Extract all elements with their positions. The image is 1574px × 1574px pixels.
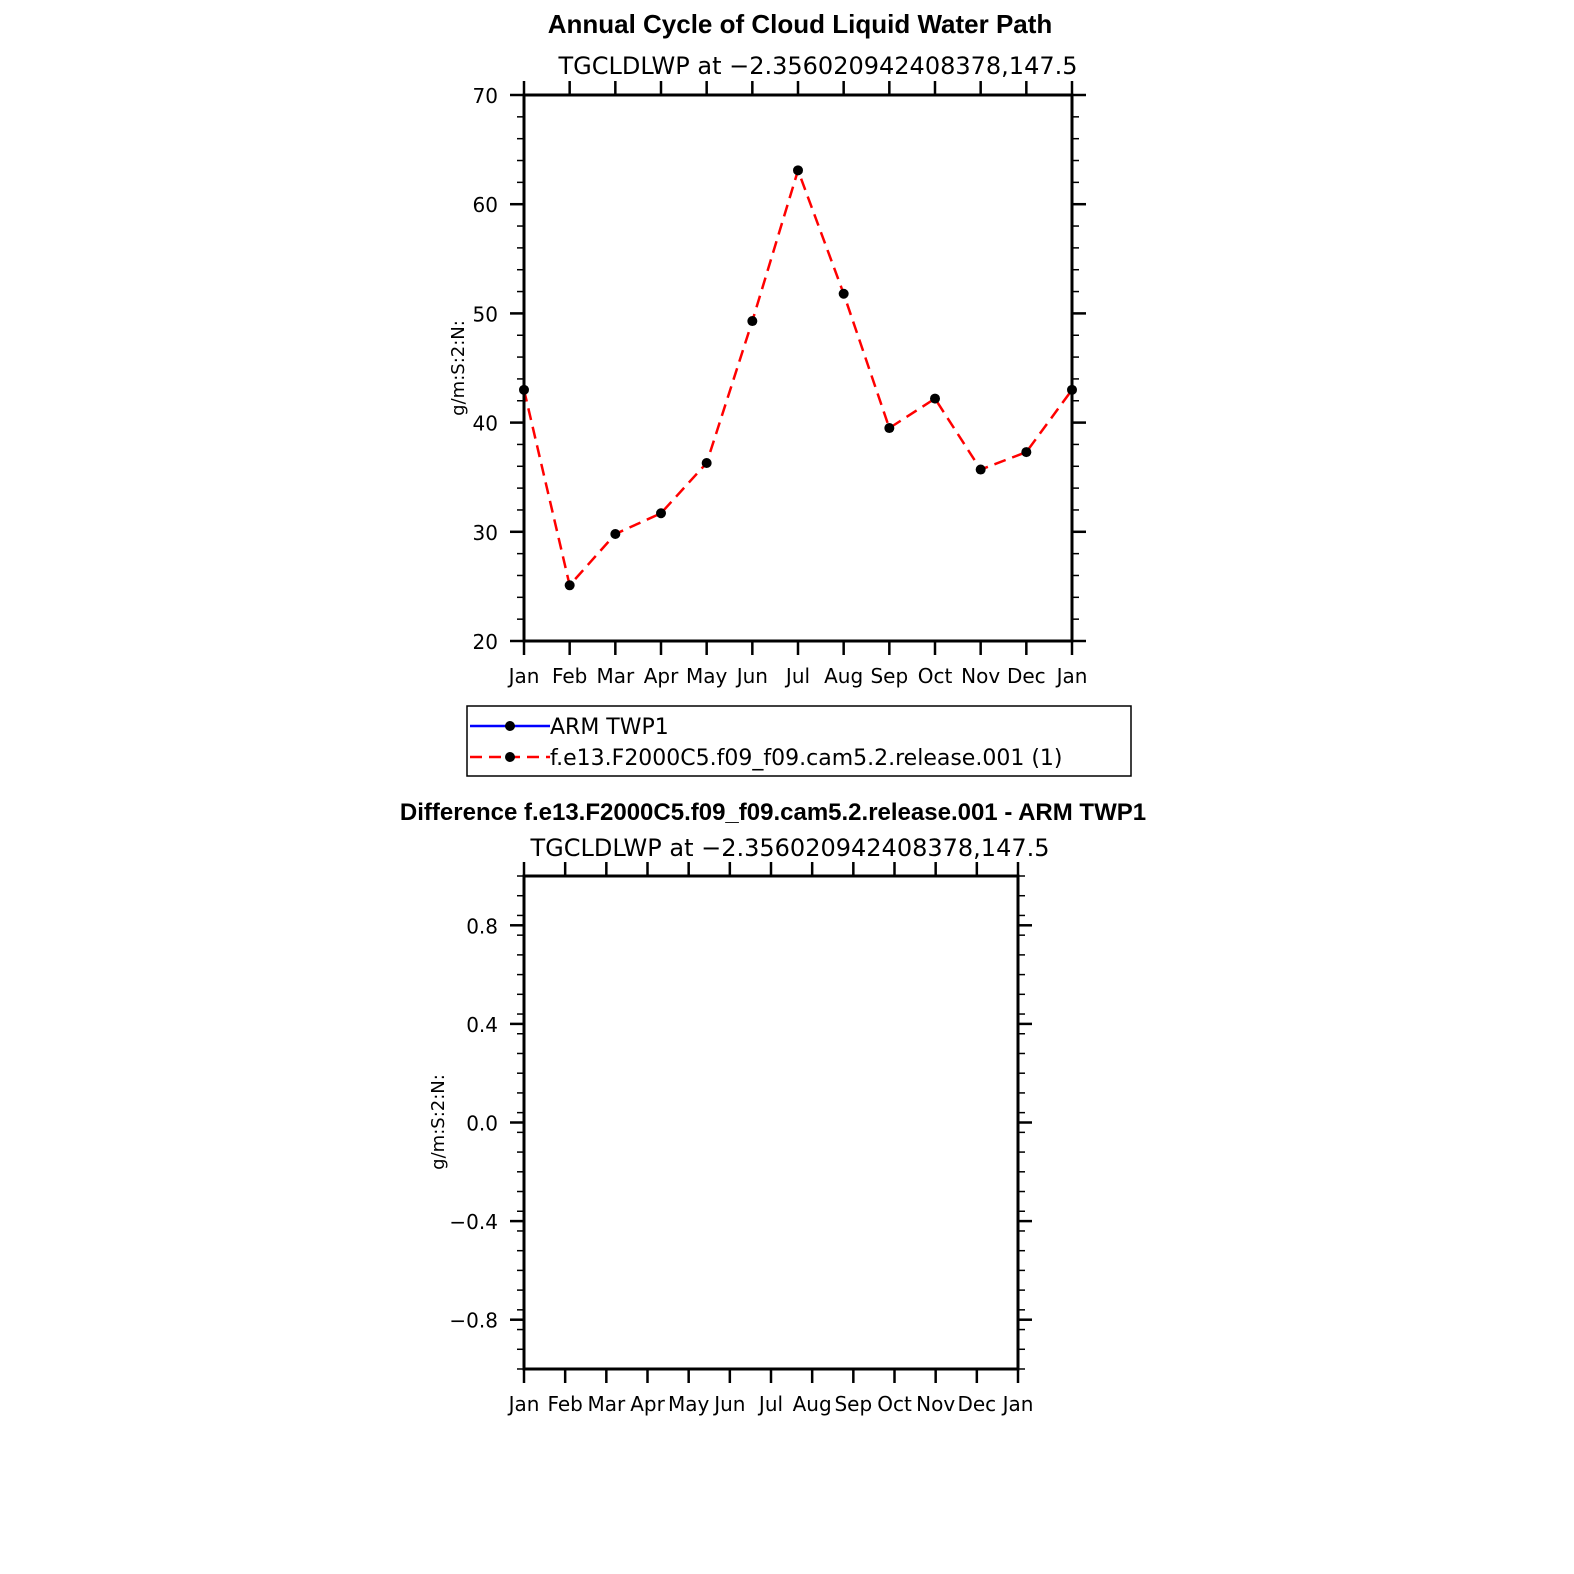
chart2-ticks bbox=[449, 862, 1033, 1416]
chart2-plot-frame bbox=[524, 876, 1018, 1369]
chart2-xtick-label: Jul bbox=[758, 1392, 784, 1416]
chart2-subtitle: TGCLDLWP at −2.356020942408378,147.5 bbox=[530, 834, 1050, 862]
chart1-xtick-label: Jan bbox=[1056, 664, 1088, 688]
chart2-xtick-label: Feb bbox=[547, 1392, 583, 1416]
chart1-data-point bbox=[793, 165, 803, 175]
chart1-ytick-label: 30 bbox=[472, 520, 498, 545]
chart1-xtick-label: Apr bbox=[643, 664, 679, 688]
annual-cycle-chart bbox=[448, 9, 1087, 688]
chart1-data-point bbox=[610, 529, 620, 539]
chart2-ylabel: g/m:S:2:N: bbox=[428, 1074, 449, 1170]
chart1-data-point bbox=[976, 465, 986, 475]
chart1-data-point bbox=[839, 289, 849, 299]
chart1-data-point bbox=[656, 508, 666, 518]
chart2-ytick-label: 0.8 bbox=[466, 914, 498, 939]
legend bbox=[467, 706, 1131, 776]
chart1-xtick-label: Mar bbox=[596, 664, 635, 688]
chart1-series bbox=[519, 165, 1077, 590]
chart2-ytick-label: 0.4 bbox=[466, 1012, 498, 1037]
chart1-xtick-label: Jul bbox=[785, 664, 811, 688]
chart1-xtick-label: Aug bbox=[824, 664, 864, 688]
legend-label-arm-twp1: ARM TWP1 bbox=[550, 715, 669, 740]
chart2-xtick-label: Sep bbox=[834, 1392, 873, 1416]
chart2-xtick-label: Apr bbox=[630, 1392, 665, 1416]
chart1-xtick-label: Oct bbox=[917, 664, 953, 688]
chart2-ytick-label: 0.0 bbox=[466, 1111, 498, 1136]
chart2-xtick-label: Aug bbox=[792, 1392, 832, 1416]
legend-marker-model bbox=[505, 752, 515, 762]
chart1-xtick-label: Nov bbox=[961, 664, 1001, 688]
chart1-xtick-label: May bbox=[685, 664, 728, 688]
chart1-ticks bbox=[473, 81, 1088, 688]
chart2-ytick-label: −0.4 bbox=[449, 1210, 498, 1235]
legend-label-model: f.e13.F2000C5.f09_f09.cam5.2.release.001 (1) bbox=[550, 746, 1063, 771]
chart1-xtick-label: Dec bbox=[1006, 664, 1046, 688]
chart2-ytick-label: −0.8 bbox=[449, 1308, 498, 1333]
chart2-xtick-label: Jan bbox=[1002, 1392, 1034, 1416]
chart1-data-point bbox=[565, 580, 575, 590]
chart1-xtick-label: Feb bbox=[551, 664, 588, 688]
chart1-data-point bbox=[884, 423, 894, 433]
chart2-xtick-label: Jun bbox=[714, 1392, 746, 1416]
chart1-data-point bbox=[702, 458, 712, 468]
chart1-ylabel: g/m:S:2:N: bbox=[448, 320, 469, 416]
chart1-plot-frame bbox=[524, 95, 1072, 641]
chart1-ytick-label: 50 bbox=[472, 302, 498, 327]
chart2-xtick-label: Mar bbox=[587, 1392, 626, 1416]
chart2-xtick-label: Jan bbox=[508, 1392, 540, 1416]
chart1-subtitle: TGCLDLWP at −2.356020942408378,147.5 bbox=[558, 52, 1078, 80]
chart2-xtick-label: Dec bbox=[957, 1392, 997, 1416]
chart2-xtick-label: Oct bbox=[877, 1392, 912, 1416]
chart1-xtick-label: Jun bbox=[736, 664, 768, 688]
chart1-xtick-label: Sep bbox=[870, 664, 909, 688]
chart1-data-point bbox=[1021, 447, 1031, 457]
chart2-xtick-label: Nov bbox=[916, 1392, 956, 1416]
legend-marker-arm-twp1 bbox=[505, 721, 515, 731]
chart1-xtick-label: Jan bbox=[508, 664, 540, 688]
chart2-title: Difference f.e13.F2000C5.f09_f09.cam5.2.release.001 - ARM TWP1 bbox=[399, 799, 1147, 826]
chart1-title: Annual Cycle of Cloud Liquid Water Path bbox=[547, 9, 1053, 39]
chart1-series-line bbox=[524, 170, 1072, 585]
chart1-data-point bbox=[747, 316, 757, 326]
difference-chart bbox=[400, 799, 1146, 1416]
chart1-ytick-label: 60 bbox=[472, 193, 498, 218]
chart1-ytick-label: 40 bbox=[472, 411, 498, 436]
chart1-data-point bbox=[930, 394, 940, 404]
chart1-ytick-label: 20 bbox=[472, 630, 498, 654]
chart1-ytick-label: 70 bbox=[472, 84, 498, 108]
chart2-xtick-label: May bbox=[667, 1392, 710, 1416]
